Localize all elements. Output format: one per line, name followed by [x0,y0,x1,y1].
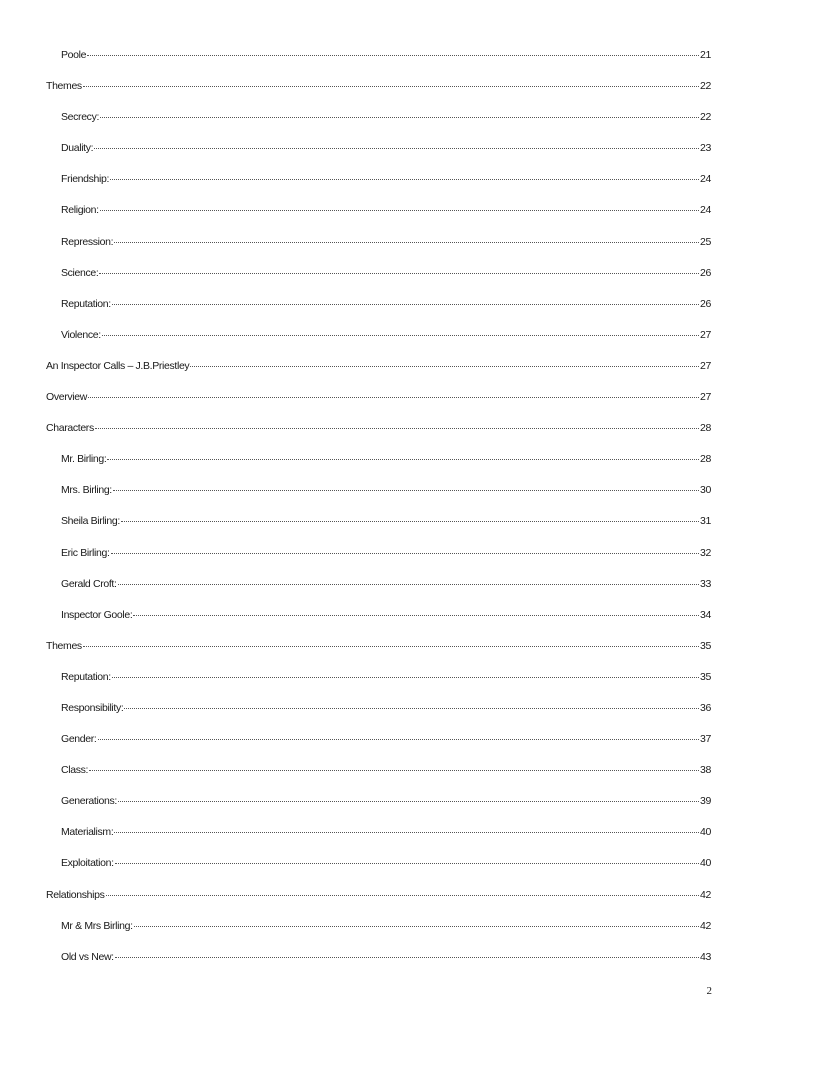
toc-entry-page: 40 [700,826,711,839]
toc-entry-label: Characters [46,422,94,435]
toc-entry-label: Overview [46,391,87,404]
toc-entry[interactable] [46,544,711,575]
dot-leader [100,210,699,211]
dot-leader [87,55,699,56]
toc-entry[interactable] [46,948,711,979]
dot-leader [99,273,699,274]
toc-entry-page: 27 [700,391,711,404]
toc-entry[interactable] [46,823,711,854]
toc-entry-page: 42 [700,888,711,901]
toc-entry-label: Reputation: [61,670,111,683]
dot-leader [107,459,699,460]
dot-leader [124,708,699,709]
toc-entry-page: 25 [700,235,711,248]
toc-entry-label: Gender: [61,733,97,746]
toc-entry[interactable] [46,699,711,730]
toc-entry-label: Friendship: [61,173,110,186]
toc-entry-page: 31 [700,515,711,528]
dot-leader [98,739,700,740]
toc-entry[interactable] [46,761,711,792]
toc-entry-page: 21 [700,49,711,61]
toc-entry-page: 40 [700,857,711,870]
toc-entry-label: Mr & Mrs Birling: [61,919,133,932]
toc-entry[interactable] [46,264,711,295]
dot-leader [94,148,699,149]
toc-entry[interactable] [46,326,711,357]
toc-entry-label: Themes [46,639,82,652]
toc-entry-label: Themes [46,80,82,93]
toc-entry-page: 39 [700,795,711,808]
toc-entry-label: Science: [61,266,99,279]
toc-entry-page: 26 [700,297,711,310]
toc-entry[interactable] [46,450,711,481]
toc-entry-page: 38 [700,764,711,777]
dot-leader [111,553,699,554]
toc-entry-label: Materialism: [61,826,114,839]
toc-entry-page: 33 [700,577,711,590]
toc-entry[interactable] [46,512,711,543]
toc-entry-label: An Inspector Calls – J.B.Priestley [46,359,190,372]
toc-entry-page: 22 [700,80,711,93]
dot-leader [133,615,699,616]
toc-entry[interactable] [46,77,711,108]
toc-entry[interactable] [46,233,711,264]
toc-entry-label: Poole [61,49,87,61]
toc-entry-page: 35 [700,670,711,683]
toc-entry-label: Mrs. Birling: [61,484,112,497]
dot-leader [95,428,699,429]
toc-entry[interactable] [46,201,711,232]
toc-entry-label: Reputation: [61,297,111,310]
dot-leader [134,926,699,927]
dot-leader [115,957,699,958]
toc-entry-label: Exploitation: [61,857,114,870]
toc-entry-page: 37 [700,733,711,746]
toc-entry-page: 26 [700,266,711,279]
toc-entry-page: 34 [700,608,711,621]
toc-entry-label: Violence: [61,328,101,341]
toc-entry-label: Religion: [61,204,99,217]
toc-entry-label: Relationships [46,888,105,901]
toc-entry-page: 24 [700,173,711,186]
toc-entry[interactable] [46,357,711,388]
dot-leader [83,86,699,87]
toc-entry-page: 42 [700,919,711,932]
toc-entry-page: 28 [700,422,711,435]
dot-leader [190,366,699,367]
dot-leader [88,397,699,398]
page-number: 2 [706,985,712,997]
dot-leader [112,677,699,678]
dot-leader [114,242,699,243]
toc-entry[interactable] [46,637,711,668]
dot-leader [83,646,699,647]
toc-entry[interactable] [46,854,711,885]
toc-entry-page: 30 [700,484,711,497]
toc-entry[interactable] [46,108,711,139]
toc-entry-label: Old vs New: [61,950,114,963]
toc-entry[interactable] [46,419,711,450]
toc-entry[interactable] [46,46,711,77]
dot-leader [89,770,699,771]
toc-entry[interactable] [46,139,711,170]
toc-entry-label: Repression: [61,235,114,248]
toc-entry-page: 27 [700,359,711,372]
toc-entry[interactable] [46,917,711,948]
toc-entry-page: 32 [700,546,711,559]
toc-entry[interactable] [46,668,711,699]
toc-entry-label: Sheila Birling: [61,515,120,528]
toc-entry-page: 28 [700,453,711,466]
toc-entry[interactable] [46,295,711,326]
toc-entry-label: Eric Birling: [61,546,110,559]
toc-entry-page: 43 [700,950,711,963]
table-of-contents [46,46,711,979]
toc-entry-label: Class: [61,764,89,777]
toc-entry-page: 22 [700,111,711,124]
toc-entry[interactable] [46,388,711,419]
toc-entry-label: Gerald Croft: [61,577,117,590]
toc-entry[interactable] [46,792,711,823]
dot-leader [106,895,700,896]
toc-entry-page: 24 [700,204,711,217]
dot-leader [114,832,699,833]
toc-entry[interactable] [46,730,711,761]
toc-entry[interactable] [46,170,711,201]
toc-entry[interactable] [46,481,711,512]
dot-leader [110,179,699,180]
toc-entry-page: 23 [700,142,711,155]
toc-entry-label: Inspector Goole: [61,608,133,621]
toc-entry-label: Secrecy: [61,111,100,124]
dot-leader [112,304,699,305]
toc-entry-page: 35 [700,639,711,652]
toc-entry[interactable] [46,886,711,917]
toc-entry-label: Responsibility: [61,701,124,714]
toc-entry-page: 27 [700,328,711,341]
toc-entry[interactable] [46,606,711,637]
dot-leader [118,584,699,585]
toc-entry-page: 36 [700,701,711,714]
dot-leader [102,335,699,336]
dot-leader [100,117,699,118]
toc-entry-label: Duality: [61,142,94,155]
dot-leader [121,521,699,522]
toc-entry-label: Generations: [61,795,117,808]
dot-leader [118,801,699,802]
toc-entry-label: Mr. Birling: [61,453,107,466]
dot-leader [113,490,699,491]
toc-entry[interactable] [46,575,711,606]
dot-leader [115,863,699,864]
